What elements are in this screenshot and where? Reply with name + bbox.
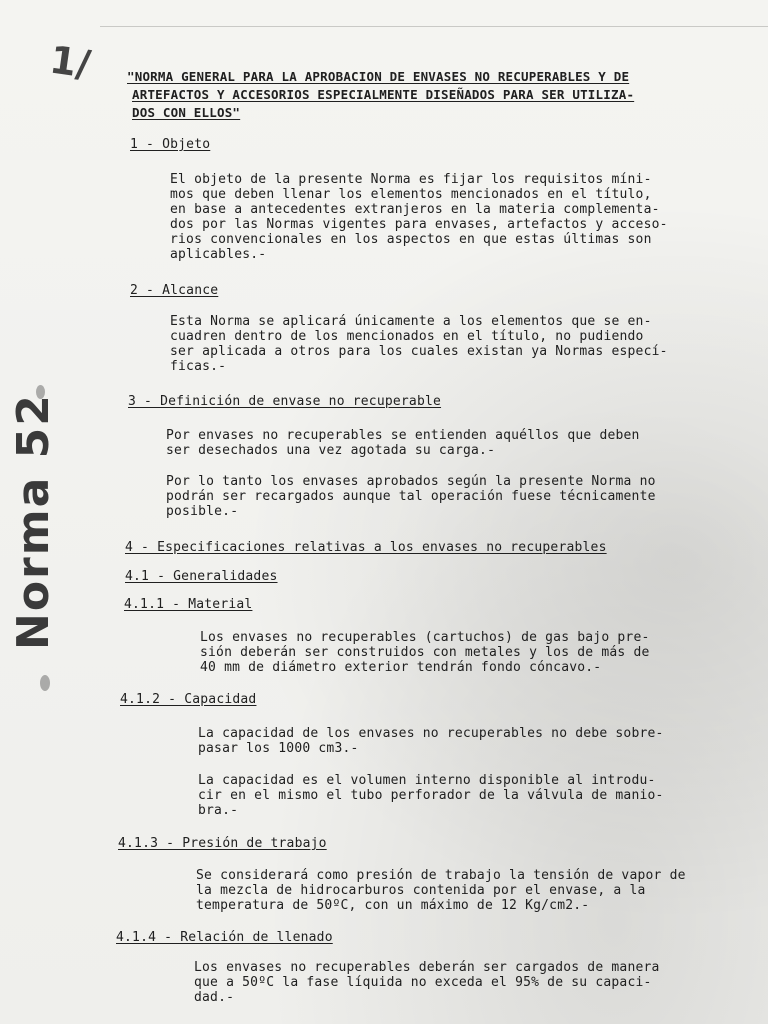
paragraph-line: dad.- — [194, 990, 235, 1005]
paragraph-line: ser desechados una vez agotada su carga.- — [166, 443, 496, 458]
paragraph-line: cuadren dentro de los mencionados en el título, no pudiendo — [170, 329, 644, 344]
paragraph-line: cir en el mismo el tubo perforador de la válvula de manio- — [198, 788, 664, 803]
paragraph-line: Esta Norma se aplicará únicamente a los elementos que se en- — [170, 314, 652, 329]
paragraph-line: Se considerará como presión de trabajo la tensión de vapor de — [196, 868, 686, 883]
document-title-line: ARTEFACTOS Y ACCESORIOS ESPECIALMENTE DISEÑADOS PARA SER UTILIZA- — [132, 87, 635, 102]
paragraph-line: dos por las Normas vigentes para envases, artefactos y acceso- — [170, 217, 668, 232]
subsection-heading: 4.1.3 - Presión de trabajo — [118, 836, 327, 851]
paragraph-line: posible.- — [166, 504, 239, 519]
paragraph-line: ficas.- — [170, 359, 227, 374]
section-heading: 4 - Especificaciones relativas a los envases no recuperables — [125, 540, 607, 555]
paragraph-line: pasar los 1000 cm3.- — [198, 741, 359, 756]
subsection-heading: 4.1.1 - Material — [124, 597, 253, 612]
paragraph-line: sión deberán ser construidos con metales y los de más de — [200, 645, 650, 660]
paragraph-line: Por envases no recuperables se entienden aquéllos que deben — [166, 428, 640, 443]
subsection-heading: 4.1.4 - Relación de llenado — [116, 930, 333, 945]
paragraph-line: que a 50ºC la fase líquida no exceda el 95% de su capaci- — [194, 975, 652, 990]
handwritten-margin-note: Norma 52 — [8, 393, 59, 650]
paragraph-line: temperatura de 50ºC, con un máximo de 12 Kg/cm2.- — [196, 898, 590, 913]
paragraph-line: 40 mm de diámetro exterior tendrán fondo cóncavo.- — [200, 660, 602, 675]
section-heading: 2 - Alcance — [130, 283, 219, 298]
paragraph-line: aplicables.- — [170, 247, 267, 262]
section-heading: 3 - Definición de envase no recuperable — [128, 394, 442, 409]
paragraph-line: La capacidad es el volumen interno disponible al introdu- — [198, 773, 656, 788]
paragraph-line: ser aplicada a otros para los cuales existan ya Normas especí- — [170, 344, 668, 359]
paragraph-line: la mezcla de hidrocarburos contenida por el envase, a la — [196, 883, 646, 898]
subsection-heading: 4.1 - Generalidades — [125, 569, 278, 584]
document-title-line: DOS CON ELLOS" — [132, 105, 241, 120]
paragraph-line: podrán ser recargados aunque tal operación fuese técnicamente — [166, 489, 656, 504]
subsection-heading: 4.1.2 - Capacidad — [120, 692, 257, 707]
section-heading: 1 - Objeto — [130, 137, 211, 152]
paragraph-line: en base a antecedentes extranjeros en la materia complementa- — [170, 202, 660, 217]
paragraph-line: Por lo tanto los envases aprobados según la presente Norma no — [166, 474, 656, 489]
document-title-line: "NORMA GENERAL PARA LA APROBACION DE ENVASES NO RECUPERABLES Y DE — [127, 69, 630, 84]
paragraph-line: rios convencionales en los aspectos en que estas últimas son — [170, 232, 652, 247]
paragraph-line: Los envases no recuperables (cartuchos) de gas bajo pre- — [200, 630, 650, 645]
paragraph-line: La capacidad de los envases no recuperables no debe sobre- — [198, 726, 664, 741]
paragraph-line: El objeto de la presente Norma es fijar los requisitos míni- — [170, 172, 652, 187]
paragraph-line: mos que deben llenar los elementos mencionados en el título, — [170, 187, 652, 202]
paragraph-line: bra.- — [198, 803, 239, 818]
paragraph-line: Los envases no recuperables deberán ser cargados de manera — [194, 960, 660, 975]
handwritten-page-number: 1/ — [47, 37, 94, 87]
